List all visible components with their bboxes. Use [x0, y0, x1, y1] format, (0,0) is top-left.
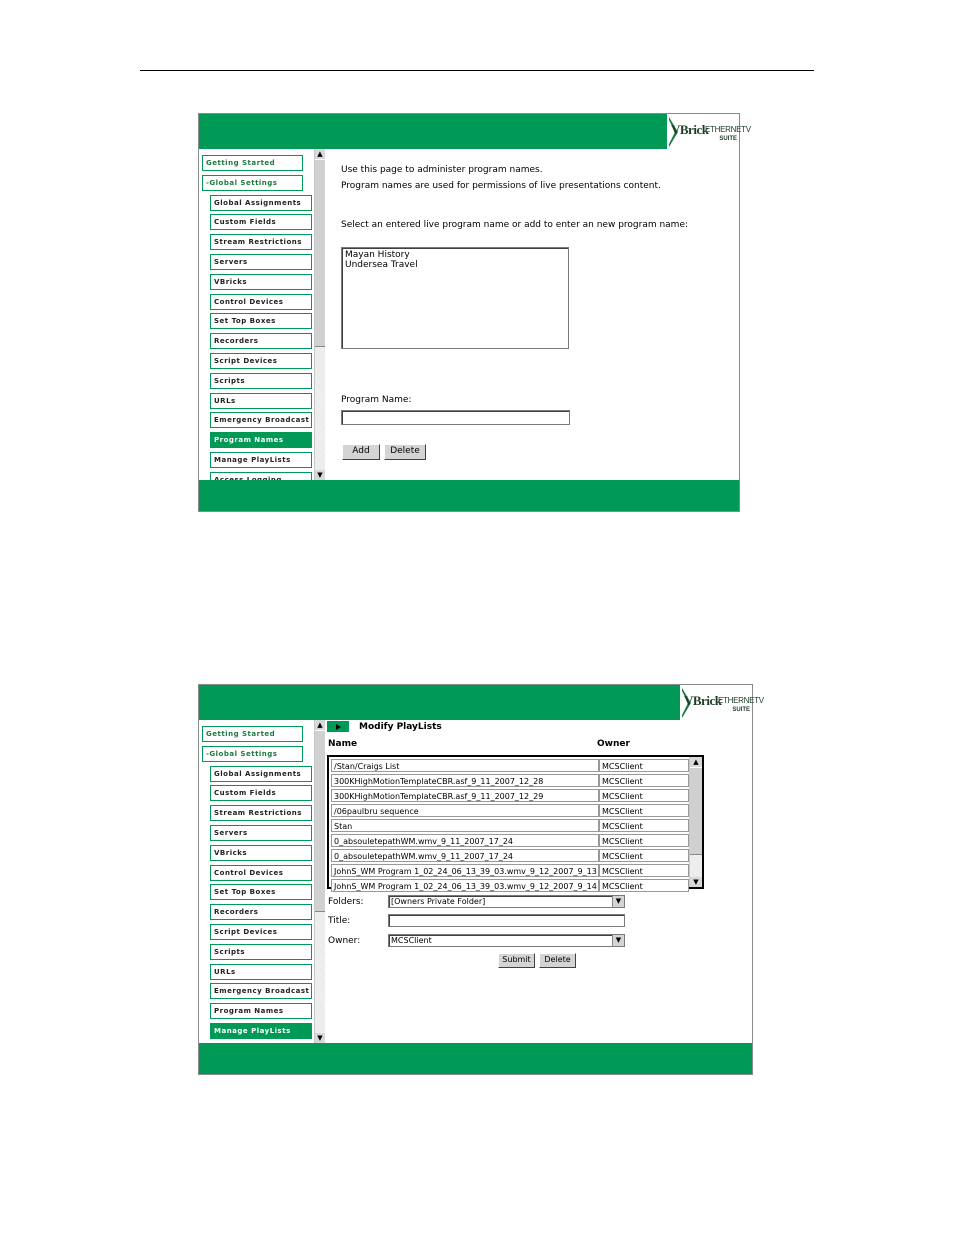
playlist-name-cell[interactable]: /06paulbru sequence [331, 804, 599, 817]
submit-button[interactable]: Submit [498, 953, 535, 968]
program-name-input[interactable] [341, 410, 570, 425]
program-name-listbox[interactable] [341, 247, 569, 349]
folders-label: Folders: [328, 897, 364, 907]
sidebar-item-manage-playlists[interactable]: Manage PlayLists [210, 452, 312, 468]
chevron-down-icon[interactable]: ▼ [612, 935, 624, 946]
sidebar-item-set-top-boxes[interactable]: Set Top Boxes [210, 313, 312, 329]
scroll-down-icon[interactable]: ▼ [315, 1033, 325, 1043]
footer-bar [199, 480, 739, 511]
scroll-thumb[interactable] [690, 767, 702, 855]
owner-select[interactable]: MCSClient ▼ [388, 934, 625, 947]
sidebar-item-control-devices[interactable]: Control Devices [210, 294, 312, 310]
sidebar-item-stream-restrictions[interactable]: Stream Restrictions [210, 234, 312, 250]
header-bar [199, 114, 751, 149]
vbrick-logo: VBrick ETHERNETV SUITE [667, 114, 739, 149]
table-row[interactable] [331, 849, 689, 863]
playlist-name-cell[interactable]: 0_absouletepathWM.wmv_9_11_2007_17_24 [331, 849, 599, 862]
sidebar-item-vbricks[interactable]: VBricks [210, 845, 312, 861]
playlist-table [327, 755, 704, 889]
playlist-name-cell[interactable]: 300KHighMotionTemplateCBR.asf_9_11_2007_12_28 [331, 774, 599, 787]
scroll-down-icon[interactable]: ▼ [690, 877, 702, 887]
sidebar-nav [199, 149, 314, 480]
table-row[interactable] [331, 759, 689, 773]
scroll-thumb[interactable] [315, 159, 325, 347]
playlist-owner-cell[interactable]: MCSClient [599, 759, 689, 772]
playlist-owner-cell[interactable]: MCSClient [599, 819, 689, 832]
scroll-up-icon[interactable]: ▲ [315, 720, 325, 730]
owner-label: Owner: [328, 936, 361, 946]
delete-button[interactable]: Delete [539, 953, 576, 968]
table-row[interactable] [331, 879, 689, 893]
sidebar-item-getting-started[interactable]: Getting Started [202, 726, 303, 742]
vbrick-logo: VBrick ETHERNETV SUITE [680, 685, 752, 720]
playlist-owner-cell[interactable]: MCSClient [599, 789, 689, 802]
sidebar-item-global-settings[interactable]: -Global Settings [202, 175, 303, 191]
list-item[interactable]: Undersea Travel [345, 260, 418, 270]
playlist-name-cell[interactable]: /Stan/Craigs List [331, 759, 599, 772]
sidebar-scrollbar[interactable] [314, 149, 325, 480]
footer-bar [199, 1043, 752, 1074]
list-item[interactable]: Mayan History [345, 250, 410, 260]
playlist-name-cell[interactable]: Stan [331, 819, 599, 832]
playlist-name-cell[interactable]: JohnS_WM Program 1_02_24_06_13_39_03.wmv_9_12_2007_9_14 [331, 879, 599, 892]
playlist-owner-cell[interactable]: MCSClient [599, 879, 689, 892]
delete-button[interactable]: Delete [384, 444, 426, 460]
sidebar-item-urls[interactable]: URLs [210, 393, 312, 409]
sidebar-item-global-settings[interactable]: -Global Settings [202, 746, 303, 762]
play-arrow-icon [336, 724, 341, 730]
sidebar-item-manage-playlists[interactable]: Manage PlayLists [210, 1023, 312, 1039]
sidebar-item-recorders[interactable]: Recorders [210, 904, 312, 920]
scroll-up-icon[interactable]: ▲ [690, 757, 702, 767]
sidebar-item-set-top-boxes[interactable]: Set Top Boxes [210, 884, 312, 900]
sidebar-item-emergency-broadcast[interactable]: Emergency Broadcast [210, 983, 312, 999]
sidebar-item-emergency-broadcast[interactable]: Emergency Broadcast [210, 412, 312, 428]
sidebar-item-recorders[interactable]: Recorders [210, 333, 312, 349]
table-scrollbar[interactable] [689, 757, 702, 887]
table-row[interactable] [331, 804, 689, 818]
sidebar-item-global-assignments[interactable]: Global Assignments [210, 766, 312, 782]
title-input[interactable] [388, 914, 625, 927]
intro-text-1: Use this page to administer program names. [341, 165, 543, 175]
playlist-name-cell[interactable]: JohnS_WM Program 1_02_24_06_13_39_03.wmv_9_12_2007_9_13 [331, 864, 599, 877]
scroll-up-icon[interactable]: ▲ [315, 149, 325, 159]
sidebar-item-servers[interactable]: Servers [210, 254, 312, 270]
scroll-down-icon[interactable]: ▼ [315, 470, 325, 480]
scroll-thumb[interactable] [315, 730, 325, 912]
table-row[interactable] [331, 834, 689, 848]
table-row[interactable] [331, 819, 689, 833]
playlist-name-cell[interactable]: 0_absouletepathWM.wmv_9_11_2007_17_24 [331, 834, 599, 847]
sidebar-item-custom-fields[interactable]: Custom Fields [210, 785, 312, 801]
section-marker [327, 721, 349, 732]
table-row[interactable] [331, 774, 689, 788]
sidebar-item-control-devices[interactable]: Control Devices [210, 865, 312, 881]
playlist-owner-cell[interactable]: MCSClient [599, 804, 689, 817]
title-label: Title: [328, 916, 351, 926]
sidebar-item-program-names[interactable]: Program Names [210, 1003, 312, 1019]
sidebar-item-getting-started[interactable]: Getting Started [202, 155, 303, 171]
sidebar-item-scripts[interactable]: Scripts [210, 373, 312, 389]
select-prompt: Select an entered live program name or add to enter an new program name: [341, 220, 689, 230]
intro-text-2: Program names are used for permissions of live presentations content. [341, 181, 661, 191]
playlist-name-cell[interactable]: 300KHighMotionTemplateCBR.asf_9_11_2007_12_29 [331, 789, 599, 802]
sidebar-scrollbar[interactable] [314, 720, 325, 1043]
column-header-name: Name [328, 739, 358, 749]
manage-playlists-screenshot [198, 684, 764, 1075]
add-button[interactable]: Add [342, 444, 380, 460]
sidebar-item-script-devices[interactable]: Script Devices [210, 353, 312, 369]
sidebar-item-script-devices[interactable]: Script Devices [210, 924, 312, 940]
program-name-label: Program Name: [341, 395, 412, 405]
sidebar-item-program-names[interactable]: Program Names [210, 432, 312, 448]
table-row[interactable] [331, 789, 689, 803]
page-header-rule [140, 70, 814, 71]
sidebar-item-servers[interactable]: Servers [210, 825, 312, 841]
column-header-owner: Owner [597, 739, 630, 749]
playlist-owner-cell[interactable]: MCSClient [599, 864, 689, 877]
header-bar [199, 685, 764, 720]
sidebar-item-custom-fields[interactable]: Custom Fields [210, 214, 312, 230]
playlist-owner-cell[interactable]: MCSClient [599, 834, 689, 847]
playlist-owner-cell[interactable]: MCSClient [599, 774, 689, 787]
sidebar-item-vbricks[interactable]: VBricks [210, 274, 312, 290]
section-title: Modify PlayLists [359, 722, 442, 732]
sidebar-item-global-assignments[interactable]: Global Assignments [210, 195, 312, 211]
playlist-owner-cell[interactable]: MCSClient [599, 849, 689, 862]
folders-select[interactable]: [Owners Private Folder] ▼ [388, 895, 625, 908]
sidebar-item-scripts[interactable]: Scripts [210, 944, 312, 960]
program-names-screenshot [198, 113, 751, 512]
table-row[interactable] [331, 864, 689, 878]
sidebar-item-urls[interactable]: URLs [210, 964, 312, 980]
sidebar-item-stream-restrictions[interactable]: Stream Restrictions [210, 805, 312, 821]
chevron-down-icon[interactable]: ▼ [612, 896, 624, 907]
sidebar-nav [199, 720, 314, 1043]
